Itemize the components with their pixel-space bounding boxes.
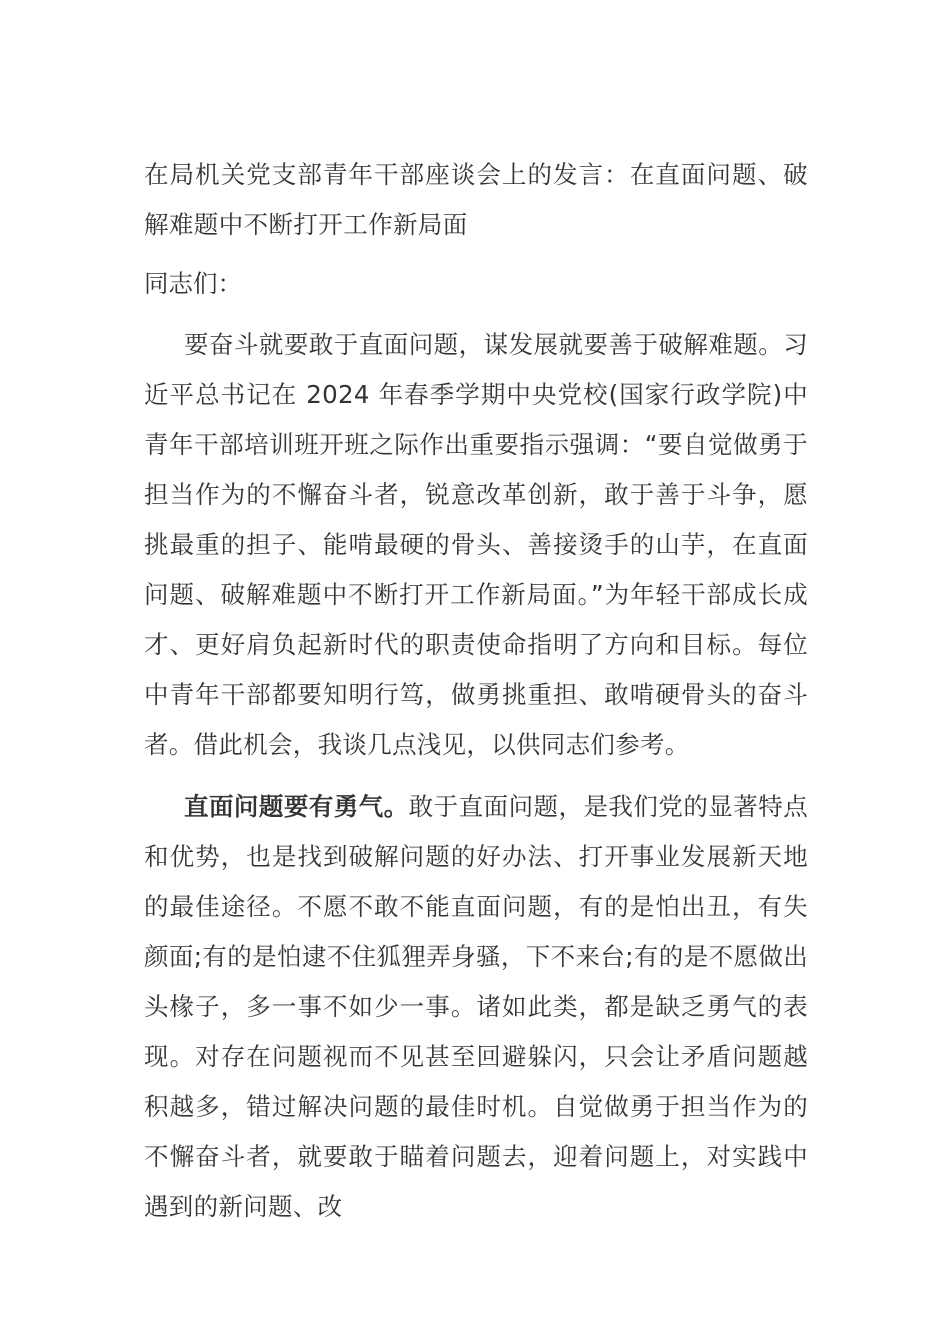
document-body [144, 150, 808, 1244]
paragraph-lead: 直面问题要有勇气。 [184, 792, 409, 821]
paragraph-text: 敢于直面问题，是我们党的显著特点和优势，也是找到破解问题的好办法、打开事业发展新天地的最佳途径。不愿不敢不能直面问题，有的是怕出丑，有失颜面;有的是怕逮不住狐狸弄身骚，下不来台;有的是不愿做出头椽子，多一事不如少一事。诸如此类，都是缺乏勇气的表现。对存在问题视而不见甚至回避躲闪，只会让矛盾问题越积越多，错过解决问题的最佳时机。自觉做勇于担当作为的不懈奋斗者，就要敢于瞄着问题去，迎着问题上，对实践中遇到的新问题、改 [144, 792, 808, 1221]
paragraph-courage [144, 782, 808, 1232]
paragraph-text: 要奋斗就要敢于直面问题，谋发展就要善于破解难题。习近平总书记在 2024 年春季学期中央党校(国家行政学院)中青年干部培训班开班之际作出重要指示强调：“要自觉做勇于担当作为的不懈奋斗者，锐意改革创新，敢于善于斗争，愿挑最重的担子、能啃最硬的骨头、善接烫手的山芋，在直面问题、破解难题中不断打开工作新局面。”为年轻干部成长成才、更好肩负起新时代的职责使命指明了方向和目标。每位中青年干部都要知明行笃，做勇挑重担、敢啃硬骨头的奋斗者。借此机会，我谈几点浅见，以供同志们参考。 [144, 330, 808, 759]
salutation: 同志们： [144, 269, 242, 298]
document-title: 在局机关党支部青年干部座谈会上的发言：在直面问题、破解难题中不断打开工作新局面 [144, 160, 808, 239]
paragraph-intro [144, 320, 808, 770]
